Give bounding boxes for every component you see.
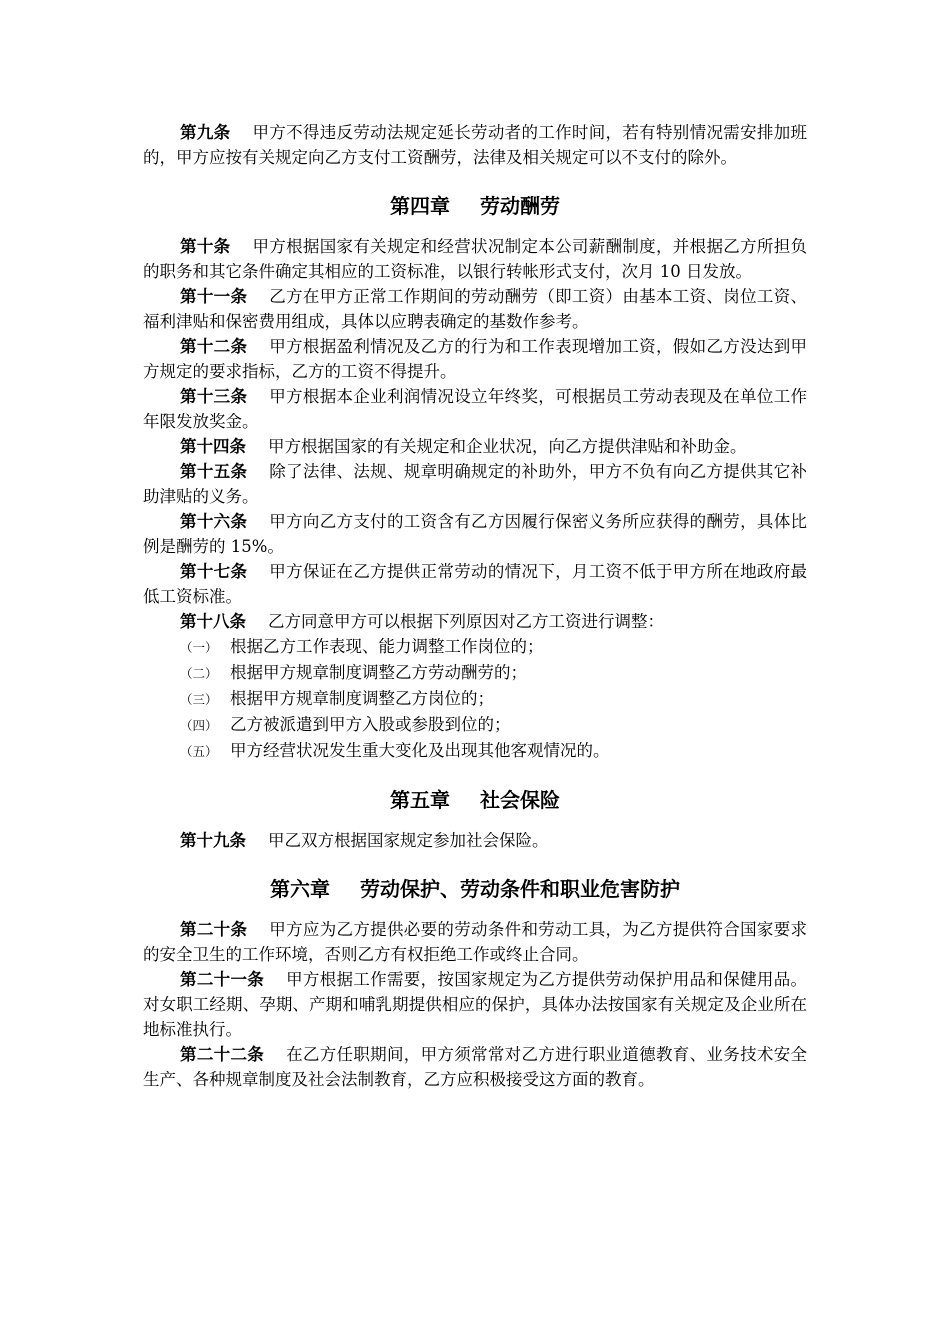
article-label: 第十八条 (180, 612, 246, 631)
chapter-heading (143, 192, 807, 220)
article-label: 第十条 (180, 237, 231, 256)
article-text: 甲方向乙方支付的工资含有乙方因履行保密义务所应获得的酬劳，具体比例是酬劳的 15%。 (143, 512, 808, 556)
chapter-title: 社会保险 (480, 788, 560, 812)
list-item-number: （二） (180, 666, 218, 681)
article-label: 第十三条 (180, 387, 248, 406)
list-item (143, 738, 807, 764)
list-item-number: （四） (180, 718, 218, 733)
list-item-number: （一） (180, 640, 218, 655)
article-paragraph (143, 334, 807, 384)
article-label: 第二十二条 (180, 1045, 265, 1064)
article-label: 第九条 (180, 123, 231, 142)
list-item (143, 660, 807, 686)
article-paragraph (143, 917, 807, 967)
chapter-number: 第五章 (390, 788, 450, 812)
list-item-text: 根据乙方工作表现、能力调整工作岗位的； (230, 637, 544, 656)
list-item-text: 根据甲方规章制度调整乙方劳动酬劳的； (230, 663, 527, 682)
chapter-number: 第六章 (270, 877, 330, 901)
chapter-number: 第四章 (390, 194, 450, 218)
article-text: 甲方应为乙方提供必要的劳动条件和劳动工具，为乙方提供符合国家要求的安全卫生的工作环境，否则乙方有权拒绝工作或终止合同。 (143, 920, 808, 964)
article-text: 乙方同意甲方可以根据下列原因对乙方工资进行调整： (268, 612, 664, 631)
article-paragraph (143, 284, 807, 334)
article-text: 甲方根据国家的有关规定和企业状况，向乙方提供津贴和补助金。 (268, 437, 747, 456)
list-item-number: （三） (180, 692, 218, 707)
chapter-title: 劳动酬劳 (480, 194, 560, 218)
list-item-number: （五） (180, 744, 218, 759)
article-paragraph (143, 967, 807, 1042)
article-label: 第十七条 (180, 562, 248, 581)
article-label: 第十二条 (180, 337, 248, 356)
chapter-heading (143, 875, 807, 903)
article-paragraph (143, 120, 807, 170)
article-text: 甲方根据工作需要，按国家规定为乙方提供劳动保护用品和保健用品。对女职工经期、孕期、产期和哺乳期提供相应的保护，具体办法按国家有关规定及企业所在地标准执行。 (143, 970, 808, 1039)
article-text: 甲方根据盈利情况及乙方的行为和工作表现增加工资，假如乙方没达到甲方规定的要求指标，乙方的工资不得提升。 (143, 337, 808, 381)
article-label: 第二十一条 (180, 970, 265, 989)
article-label: 第二十条 (180, 920, 248, 939)
article-paragraph (143, 434, 807, 459)
article-paragraph (143, 1042, 807, 1092)
article-paragraph (143, 234, 807, 284)
article-paragraph (143, 609, 807, 634)
article-text: 乙方在甲方正常工作期间的劳动酬劳（即工资）由基本工资、岗位工资、福利津贴和保密费用组成，具体以应聘表确定的基数作参考。 (143, 287, 808, 331)
list-item-text: 乙方被派遣到甲方入股或参股到位的； (230, 715, 511, 734)
article-text: 除了法律、法规、规章明确规定的补助外，甲方不负有向乙方提供其它补助津贴的义务。 (143, 462, 808, 506)
article-text: 甲方根据本企业利润情况设立年终奖，可根据员工劳动表现及在单位工作年限发放奖金。 (143, 387, 808, 431)
chapter-title: 劳动保护、劳动条件和职业危害防护 (360, 877, 680, 901)
article-label: 第十四条 (180, 437, 246, 456)
chapter-heading (143, 786, 807, 814)
article-text: 甲方根据国家有关规定和经营状况制定本公司薪酬制度，并根据乙方所担负的职务和其它条件确定其相应的工资标准，以银行转帐形式支付，次月 10 日发放。 (143, 237, 808, 281)
list-item-text: 甲方经营状况发生重大变化及出现其他客观情况的。 (230, 741, 610, 760)
document-body (143, 120, 807, 1092)
list-item (143, 712, 807, 738)
list-item (143, 686, 807, 712)
article-label: 第十一条 (180, 287, 248, 306)
article-text: 甲方保证在乙方提供正常劳动的情况下，月工资不低于甲方所在地政府最低工资标准。 (143, 562, 808, 606)
article-paragraph (143, 559, 807, 609)
article-label: 第十五条 (180, 462, 248, 481)
article-label: 第十六条 (180, 512, 248, 531)
article-paragraph (143, 459, 807, 509)
list-item (143, 634, 807, 660)
article-text: 甲乙双方根据国家规定参加社会保险。 (268, 831, 549, 850)
article-text: 甲方不得违反劳动法规定延长劳动者的工作时间，若有特别情况需安排加班的，甲方应按有关规定向乙方支付工资酬劳，法律及相关规定可以不支付的除外。 (143, 123, 808, 167)
article-paragraph (143, 384, 807, 434)
article-text: 在乙方任职期间，甲方须常常对乙方进行职业道德教育、业务技术安全生产、各种规章制度及社会法制教育，乙方应积极接受这方面的教育。 (143, 1045, 808, 1089)
list-item-text: 根据甲方规章制度调整乙方岗位的； (230, 689, 494, 708)
article-paragraph (143, 509, 807, 559)
article-label: 第十九条 (180, 831, 246, 850)
article-paragraph (143, 828, 807, 853)
